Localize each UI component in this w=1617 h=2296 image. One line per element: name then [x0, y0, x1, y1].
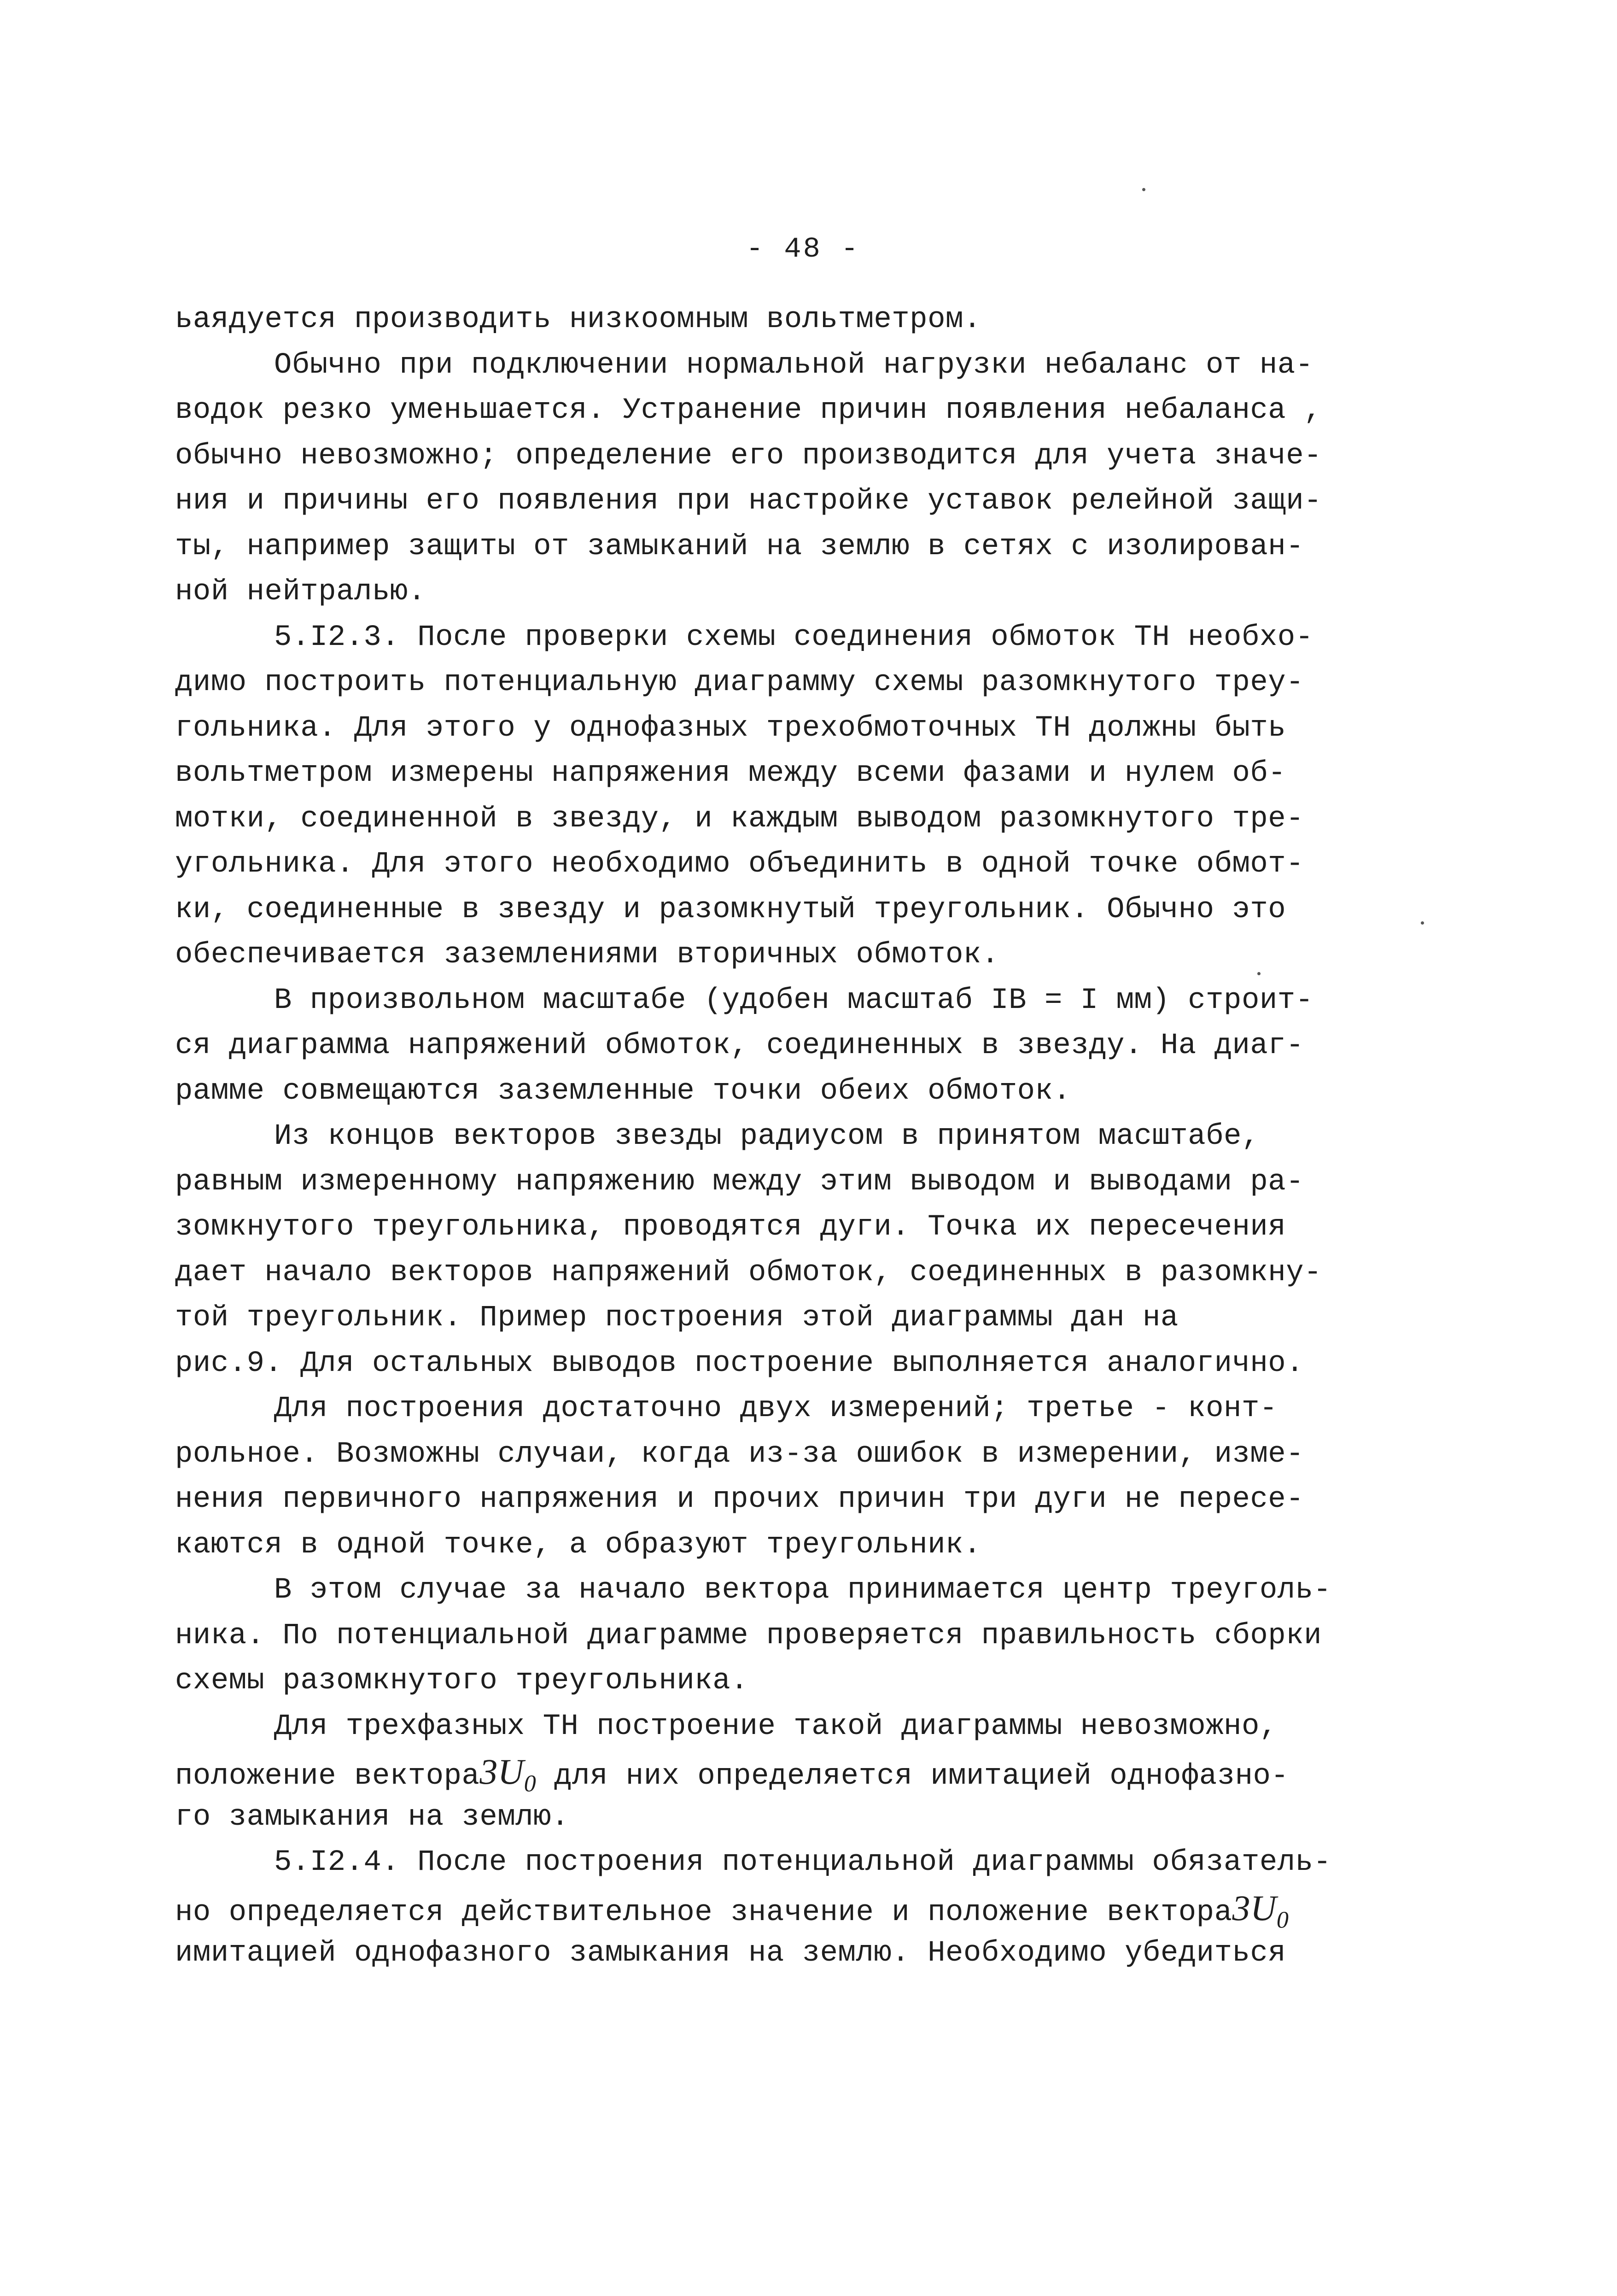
body-text	[175, 297, 1432, 1976]
text-line-content: той треугольник. Пример построения этой диаграммы дан на	[175, 1301, 1179, 1335]
scan-speck	[1257, 972, 1261, 975]
text-line	[175, 932, 1432, 978]
text-line	[175, 1386, 1432, 1432]
text-line	[175, 1477, 1432, 1523]
text-line	[175, 479, 1432, 524]
text-line	[175, 1704, 1432, 1750]
text-line-content: В этом случае за начало вектора принимается центр треуголь-	[274, 1574, 1331, 1607]
text-line-content: димо построить потенциальную диаграмму схемы разомкнутого треу-	[175, 666, 1304, 699]
text-line	[175, 1658, 1432, 1704]
text-line	[175, 615, 1432, 661]
text-line	[175, 1613, 1432, 1659]
text-line-continuation: для них определяется имитацией однофазно-	[536, 1760, 1289, 1793]
text-line-content: мотки, соединенной в звезду, и каждым выводом разомкнутого тре-	[175, 802, 1304, 836]
text-line-content: каются в одной точке, а образуют треугольник.	[175, 1528, 981, 1562]
text-line-content: обеспечивается заземлениями вторичных обмоток.	[175, 938, 999, 972]
text-line	[175, 1295, 1432, 1341]
text-line-content: схемы разомкнутого треугольника.	[175, 1664, 748, 1698]
text-line-content: ся диаграмма напряжений обмоток, соединенных в звезду. На диаг-	[175, 1029, 1304, 1062]
text-line	[175, 660, 1432, 706]
text-line	[175, 1432, 1432, 1477]
text-line	[175, 388, 1432, 433]
text-line-content: рамме совмещаются заземленные точки обеих обмоток.	[175, 1074, 1071, 1108]
text-line	[175, 569, 1432, 615]
text-line	[175, 842, 1432, 887]
text-line-content: зомкнутого треугольника, проводятся дуги. Точка их пересечения	[175, 1211, 1286, 1244]
text-line-content: ки, соединенные в звезду и разомкнутый треугольник. Обычно это	[175, 893, 1286, 926]
text-line-content: но определяется действительное значение и положение вектора	[175, 1896, 1232, 1929]
text-line	[175, 978, 1432, 1024]
text-line-content: равным измеренному напряжению между этим выводом и выводами ра-	[175, 1165, 1304, 1199]
text-line	[175, 343, 1432, 388]
math-subscript: 0	[1276, 1907, 1289, 1931]
text-line	[175, 797, 1432, 842]
text-line	[175, 297, 1432, 343]
text-line-content: рольное. Возможны случаи, когда из-за ошибок в измерении, изме-	[175, 1437, 1304, 1471]
text-line-content: гольника. Для этого у однофазных трехобмоточных ТН должны быть	[175, 711, 1286, 745]
text-line	[175, 751, 1432, 797]
text-line-content: имитацией однофазного замыкания на землю. Необходимо убедиться	[175, 1937, 1286, 1970]
text-line	[175, 1886, 1432, 1931]
math-base: 3U	[479, 1751, 524, 1792]
math-expression	[479, 1751, 537, 1795]
page-number: - 48 -	[746, 233, 860, 265]
text-line-content: В произвольном масштабе (удобен масштаб IВ = I мм) строит-	[274, 984, 1313, 1017]
text-line-content: Обычно при подключении нормальной нагрузки небаланс от на-	[274, 348, 1313, 382]
text-line	[175, 1205, 1432, 1250]
text-line	[175, 1160, 1432, 1205]
math-subscript: 0	[524, 1770, 537, 1795]
text-line	[175, 1523, 1432, 1568]
text-line-content: 5.I2.4. После построения потенциальной диаграммы обязатель-	[274, 1846, 1331, 1879]
text-line-content: Для трехфазных ТН построение такой диаграммы невозможно,	[274, 1710, 1278, 1743]
text-line-content: ной нейтралью.	[175, 575, 426, 609]
text-line	[175, 433, 1432, 479]
text-line-content: нения первичного напряжения и прочих причин три дуги не пересе-	[175, 1483, 1304, 1516]
text-line	[175, 524, 1432, 570]
text-line	[175, 706, 1432, 751]
scan-speck	[1142, 188, 1145, 191]
text-line-content: ния и причины его появления при настройке уставок релейной защи-	[175, 485, 1322, 518]
text-line	[175, 1749, 1432, 1795]
text-line-content: 5.I2.3. После проверки схемы соединения обмоток ТН необхо-	[274, 621, 1313, 654]
text-line-content: дает начало векторов напряжений обмоток, соединенных в разомкну-	[175, 1256, 1322, 1289]
text-line-content: ника. По потенциальной диаграмме проверяется правильность сборки	[175, 1619, 1322, 1652]
text-line-content: Из концов векторов звезды радиусом в принятом масштабе,	[274, 1120, 1260, 1153]
text-line	[175, 1795, 1432, 1840]
text-line	[175, 1023, 1432, 1069]
math-base: 3U	[1232, 1887, 1277, 1928]
text-line-content: вольтметром измерены напряжения между всеми фазами и нулем об-	[175, 757, 1286, 790]
text-line-content: го замыкания на землю.	[175, 1800, 569, 1834]
math-expression	[1232, 1887, 1289, 1931]
text-line	[175, 1568, 1432, 1613]
text-line-content: обычно невозможно; определение его производится для учета значе-	[175, 439, 1322, 473]
text-line-content: ты, например защиты от замыканий на землю в сетях с изолирован-	[175, 530, 1304, 563]
text-line	[175, 1114, 1432, 1160]
text-line	[175, 1931, 1432, 1976]
text-line	[175, 1840, 1432, 1886]
text-line	[175, 1069, 1432, 1114]
text-line-content: угольника. Для этого необходимо объединить в одной точке обмот-	[175, 848, 1304, 881]
text-line-content: положение вектора	[175, 1760, 480, 1793]
text-line	[175, 1341, 1432, 1387]
text-line-content: рис.9. Для остальных выводов построение выполняется аналогично.	[175, 1347, 1304, 1380]
scan-speck	[1421, 921, 1424, 925]
text-line-content: Для построения достаточно двух измерений; третье - конт-	[274, 1392, 1278, 1425]
text-line	[175, 1250, 1432, 1296]
text-line-content: ьаядуется производить низкоомным вольтметром.	[175, 303, 981, 336]
text-line	[175, 887, 1432, 933]
text-line-content: водок резко уменьшается. Устранение причин появления небаланса ,	[175, 394, 1322, 427]
